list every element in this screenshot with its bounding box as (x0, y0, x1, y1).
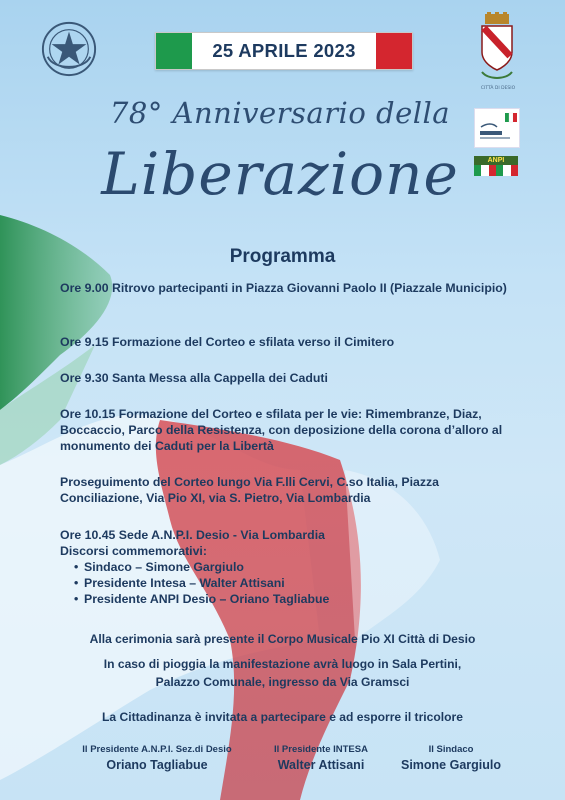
liberation-title: Liberazione (101, 140, 459, 208)
anpi-seat-line: Ore 10.45 Sede A.N.P.I. Desio - Via Lombardia (60, 528, 325, 542)
program-heading: Programma (229, 246, 336, 267)
list-item: • Sindaco – Simone Gargiulo (74, 559, 520, 575)
flag-green (156, 33, 192, 69)
event-date: 25 APRILE 2023 (192, 33, 376, 69)
speakers-list (60, 559, 520, 607)
program-item: Ore 10.15 Formazione del Corteo e sfilata per le vie: Rimembranze, Diaz, Boccaccio, Parco della Resistenza, con deposizione della corona d’alloro al monumento dei Caduti per la Libertà (60, 407, 503, 453)
rain-note-line2: Palazzo Comunale, ingresso da Via Gramsci (155, 675, 410, 689)
signature-name: Walter Attisani (277, 758, 365, 772)
anpi-label: ANPI (474, 156, 518, 165)
signature-mayor (392, 744, 510, 772)
anniversary-title: 78° Anniversario della (109, 96, 451, 130)
list-item: • Presidente ANPI Desio – Oriano Tagliabue (74, 591, 520, 607)
signature-intesa (262, 744, 380, 772)
speeches-block (60, 527, 520, 607)
signature-anpi (62, 744, 252, 772)
program-item: Proseguimento del Corteo lungo Via F.lli Cervi, C.so Italia, Piazza Conciliazione, Via Pio XI, via S. Pietro, Via Lombardia (60, 475, 440, 505)
signature-name: Simone Gargiulo (400, 758, 501, 772)
rain-note-line1: In caso di pioggia la manifestazione avrà luogo in Sala Pertini, (103, 657, 462, 671)
date-banner (155, 32, 413, 70)
signature-role: Il Presidente INTESA (274, 744, 368, 755)
desio-crest-icon (478, 12, 516, 84)
signature-name: Oriano Tagliabue (106, 758, 208, 772)
list-item: • Presidente Intesa – Walter Attisani (74, 575, 520, 591)
program-item: Ore 9.30 Santa Messa alla Cappella dei Caduti (60, 371, 328, 385)
program-item: Ore 9.00 Ritrovo partecipanti in Piazza Giovanni Paolo II (Piazzale Municipio) (60, 281, 507, 295)
invitation-note: La Cittadinanza è invitata a partecipare e ad esporre il tricolore (102, 710, 463, 724)
speeches-heading: Discorsi commemorativi: (60, 544, 207, 558)
band-note: Alla cerimonia sarà presente il Corpo Musicale Pio XI Città di Desio (89, 632, 476, 646)
republic-emblem-icon (40, 20, 98, 78)
crest-caption: CITTÀ DI DESIO (480, 86, 516, 91)
signature-role: Il Presidente A.N.P.I. Sez.di Desio (82, 744, 232, 755)
signature-role: Il Sindaco (428, 744, 474, 755)
flag-red (376, 33, 412, 69)
program-item: Ore 9.15 Formazione del Corteo e sfilata verso il Cimitero (60, 335, 395, 349)
